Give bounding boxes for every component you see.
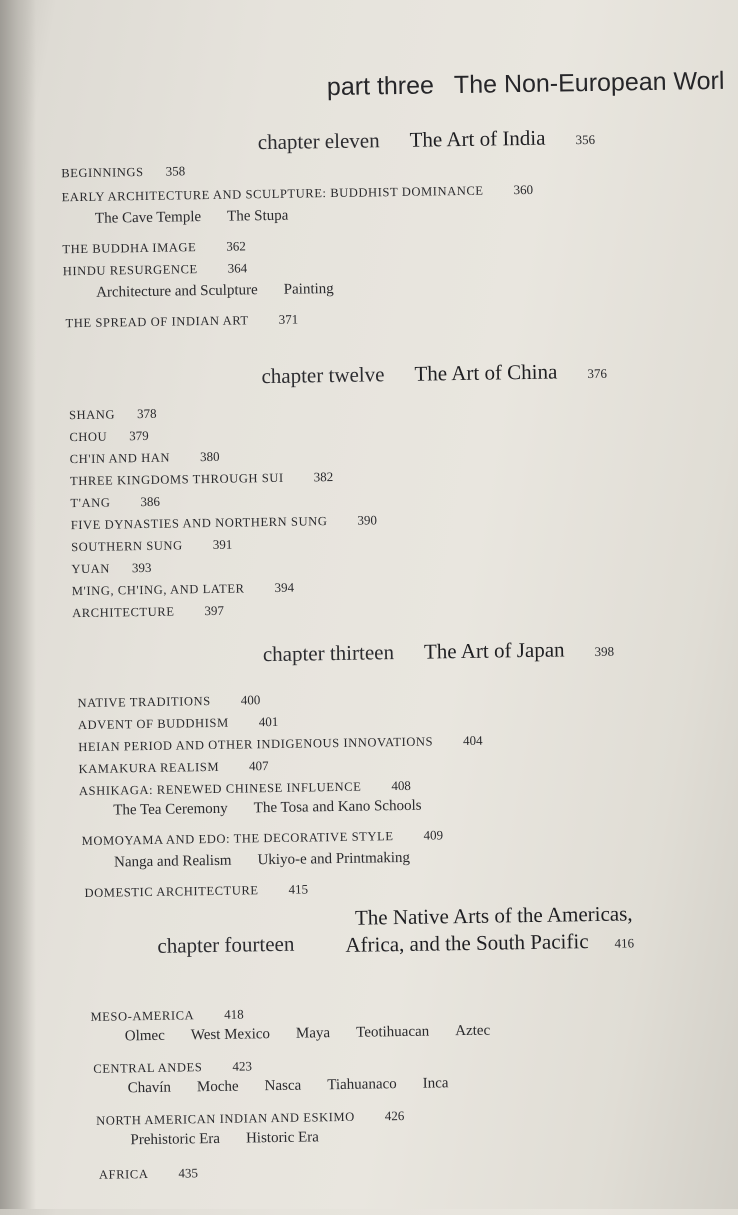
toc-entry [77, 692, 260, 711]
chapter-fourteen-title-line2 [345, 928, 634, 958]
subtopic-line [128, 1075, 475, 1097]
subtopic: Ukiyo-e and Printmaking [257, 849, 411, 869]
entry-page: 409 [423, 827, 444, 843]
entry-text: KAMAKURA REALISM [78, 759, 220, 777]
part-title: The Non-European Worl [453, 66, 725, 100]
subtopic: Aztec [455, 1022, 491, 1040]
subtopic: Moche [196, 1078, 239, 1096]
chapter-twelve-heading [261, 359, 607, 389]
subtopic: Maya [295, 1025, 331, 1042]
subtopic: Prehistoric Era [130, 1130, 221, 1149]
subtopic-line [114, 849, 436, 871]
subtopic-line [96, 281, 360, 302]
chapter-title: The Art of China [414, 359, 558, 386]
toc-entry [71, 512, 377, 533]
entry-page: 435 [178, 1165, 199, 1181]
subtopic: The Stupa [226, 207, 289, 225]
entry-page: 408 [391, 777, 411, 794]
entry-page: 407 [248, 758, 269, 774]
subtopic: The Tea Ceremony [113, 800, 228, 819]
subtopic: Olmec [124, 1027, 165, 1045]
entry-text: FIVE DYNASTIES AND NORTHERN SUNG [70, 514, 328, 533]
chapter-eleven-heading [258, 125, 596, 155]
chapter-label: chapter thirteen [262, 640, 395, 667]
toc-entry [69, 406, 157, 423]
entry-page: 391 [212, 536, 233, 552]
entry-page: 397 [204, 602, 225, 619]
subtopic: Teotihuacan [356, 1023, 430, 1041]
entry-text: DOMESTIC ARCHITECTURE [84, 883, 259, 900]
toc-entry [78, 714, 279, 733]
entry-page: 362 [226, 238, 246, 254]
toc-entry [71, 537, 232, 556]
subtopic-line [113, 797, 448, 819]
subtopic: West Mexico [190, 1026, 271, 1044]
entry-text: MOMOYAMA AND EDO: THE DECORATIVE STYLE [81, 829, 394, 849]
entry-text: CHOU [69, 429, 108, 445]
entry-text: SOUTHERN SUNG [71, 538, 183, 555]
entry-text: NORTH AMERICAN INDIAN AND ESKIMO [96, 1109, 355, 1128]
entry-text: THE BUDDHA IMAGE [62, 240, 197, 257]
toc-entry [82, 827, 444, 849]
toc-entry [63, 260, 248, 279]
chapter-title-line2: Africa, and the South Pacific [345, 929, 589, 957]
subtopic: Nanga and Realism [113, 852, 232, 871]
subtopic: Nasca [264, 1077, 302, 1095]
entry-text: M'ING, CH'ING, AND LATER [71, 581, 245, 599]
chapter-title: The Art of India [409, 125, 546, 152]
entry-text: ARCHITECTURE [72, 604, 175, 621]
subtopic-line [130, 1129, 345, 1149]
subtopic-line [95, 207, 315, 227]
entry-text: CENTRAL ANDES [93, 1060, 203, 1076]
toc-entry [96, 1108, 404, 1129]
chapter-page: 376 [587, 365, 608, 382]
entry-text: CH'IN AND HAN [69, 450, 171, 467]
entry-page: 380 [199, 448, 220, 465]
entry-page: 360 [513, 181, 534, 198]
toc-entry [70, 449, 220, 467]
part-label: part three [326, 71, 435, 102]
chapter-label: chapter twelve [261, 362, 385, 389]
subtopic: The Cave Temple [94, 209, 202, 227]
entry-text: T'ANG [70, 495, 111, 511]
toc-entry [78, 758, 268, 777]
entry-page: 423 [232, 1058, 252, 1074]
entry-page: 390 [357, 512, 378, 528]
toc-entry [72, 603, 224, 621]
entry-text: THREE KINGDOMS THROUGH SUI [69, 470, 284, 489]
entry-page: 394 [274, 579, 295, 595]
toc-entry [71, 560, 151, 577]
subtopic: Painting [283, 281, 334, 298]
subtopic: Inca [422, 1075, 449, 1092]
subtopic: The Tosa and Kano Schools [253, 797, 422, 817]
chapter-fourteen-title-line1 [355, 901, 633, 930]
chapter-page: 398 [594, 643, 615, 659]
entry-text: NATIVE TRADITIONS [77, 693, 211, 711]
entry-page: 415 [288, 881, 309, 897]
toc-entry [99, 1165, 198, 1183]
entry-page: 379 [129, 427, 149, 444]
entry-text: YUAN [71, 561, 111, 577]
entry-page: 418 [224, 1006, 244, 1022]
toc-entry [62, 238, 246, 257]
chapter-title: The Art of Japan [423, 637, 565, 664]
entry-text: ADVENT OF BUDDHISM [77, 715, 229, 733]
toc-entry [70, 494, 160, 511]
entry-page: 371 [278, 311, 299, 327]
entry-text: AFRICA [98, 1167, 149, 1182]
entry-page: 400 [240, 692, 261, 708]
entry-page: 393 [131, 559, 152, 576]
subtopic: Tiahuanaco [327, 1076, 397, 1094]
entry-page: 386 [140, 493, 161, 510]
toc-entry [78, 733, 483, 755]
chapter-label: chapter eleven [257, 128, 380, 155]
entry-page: 401 [258, 713, 279, 730]
chapter-fourteen-label-block [157, 932, 294, 959]
toc-entry [65, 312, 298, 332]
toc-entry [62, 182, 534, 205]
entry-page: 364 [227, 260, 248, 276]
entry-text: SHANG [68, 407, 116, 423]
entry-text: THE SPREAD OF INDIAN ART [65, 313, 249, 331]
chapter-thirteen-heading [263, 637, 615, 668]
toc-entry [93, 1058, 252, 1076]
toc-entry [69, 428, 149, 445]
subtopic-line [125, 1022, 517, 1045]
entry-text: MESO-AMERICA [90, 1008, 195, 1024]
chapter-title-line1: The Native Arts of the Americas, [354, 901, 633, 930]
entry-page: 378 [136, 405, 157, 422]
entry-page: 404 [462, 732, 483, 749]
toc-entry [70, 469, 333, 489]
entry-text: BEGINNINGS [61, 164, 144, 181]
entry-text: HEIAN PERIOD AND OTHER INDIGENOUS INNOVATIONS [78, 734, 434, 755]
toc-entry [79, 778, 411, 799]
entry-page: 382 [313, 469, 334, 485]
toc-entry [90, 1007, 243, 1025]
subtopic: Architecture and Sculpture [96, 282, 258, 301]
entry-text: HINDU RESURGENCE [62, 262, 198, 279]
chapter-page: 416 [614, 935, 635, 951]
subtopic: Chavín [127, 1079, 172, 1097]
entry-page: 426 [384, 1107, 405, 1124]
toc-entry [61, 163, 185, 181]
part-heading [327, 67, 725, 102]
toc-entry [72, 580, 294, 599]
entry-text: ASHIKAGA: RENEWED CHINESE INFLUENCE [78, 779, 362, 799]
entry-page: 358 [165, 163, 186, 179]
entry-text: EARLY ARCHITECTURE AND SCULPTURE: BUDDHIST DOMINANCE [61, 183, 484, 205]
toc-entry [84, 881, 308, 901]
subtopic: Historic Era [245, 1129, 320, 1147]
chapter-label: chapter fourteen [157, 931, 295, 958]
chapter-page: 356 [575, 131, 596, 148]
